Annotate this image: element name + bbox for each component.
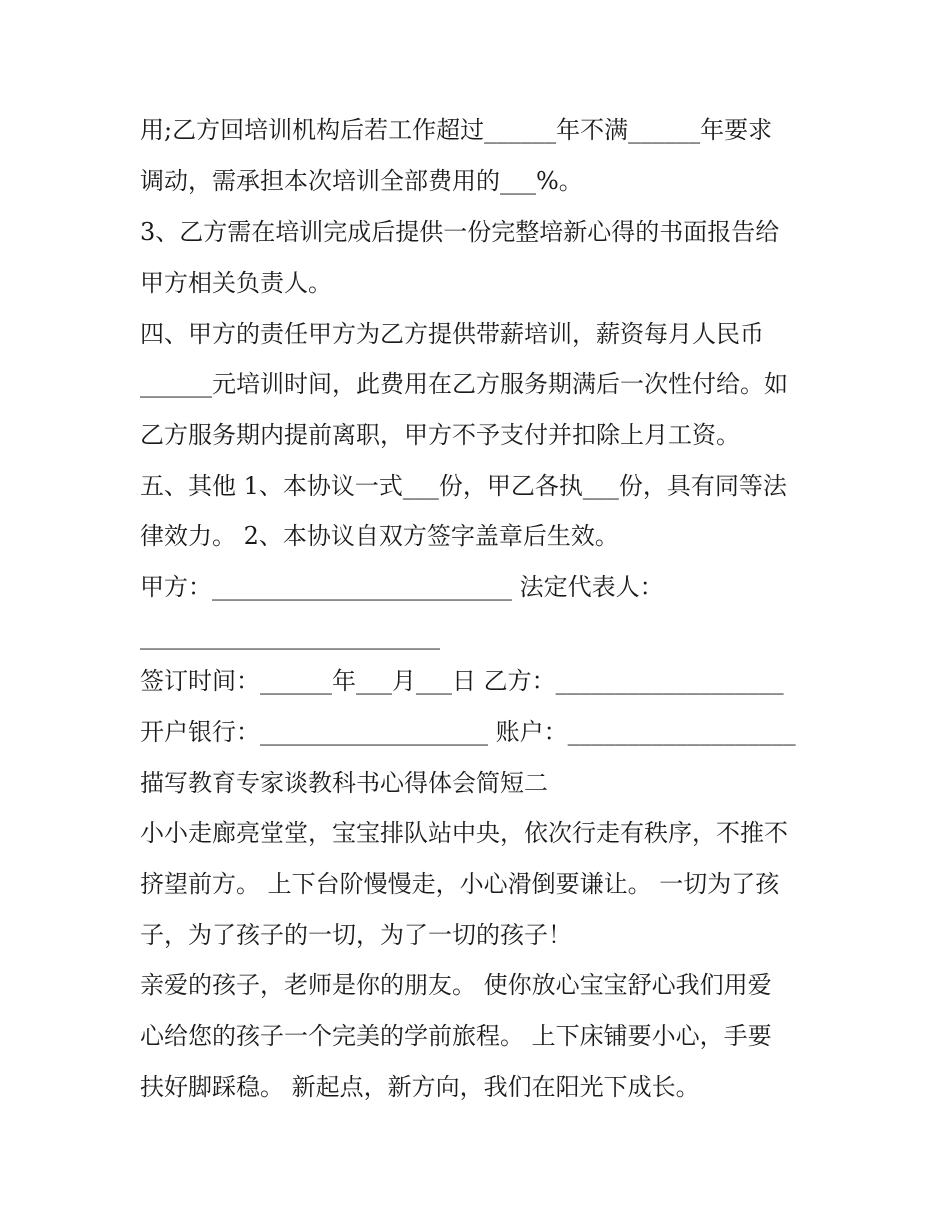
text-line-18: 亲爱的孩子，老师是你的朋友。 使你放心宝宝舒心我们用爱: [140, 971, 772, 999]
text-line-20: 扶好脚踩稳。 新起点，新方向，我们在阳光下成长。: [140, 1073, 700, 1101]
text-line-19: 心给您的孩子一个完美的学前旅程。 上下床铺要小心，手要: [140, 1022, 772, 1050]
text-line-5: 四、甲方的责任甲方为乙方提供带薪培训，薪资每月人民币: [140, 320, 764, 348]
text-line-17: 子，为了孩子的一切，为了一切的孩子！: [140, 921, 572, 949]
text-line-16: 挤望前方。 上下台阶慢慢走，小心滑倒要谦让。 一切为了孩: [140, 870, 780, 898]
text-line-15: 小小走廊亮堂堂，宝宝排队站中央，依次行走有秩序，不推不: [140, 819, 788, 847]
signature-party-a-line: 甲方：_________________________ 法定代表人：: [140, 573, 664, 601]
text-line-8: 五、其他 1、本协议一式___份，甲乙各执___份，具有同等法: [140, 472, 787, 500]
text-line-9: 律效力。 2、本协议自双方签字盖章后生效。: [140, 522, 619, 550]
text-line-7: 乙方服务期内提前离职，甲方不予支付并扣除上月工资。: [140, 421, 740, 449]
bank-account-line: 开户银行：___________________ 账户：___________________: [140, 718, 796, 746]
signature-representative-line: _________________________: [140, 622, 440, 650]
text-line-4: 甲方相关负责人。: [140, 269, 332, 297]
text-line-3: 3、乙方需在培训完成后提供一份完整培新心得的书面报告给: [140, 218, 780, 246]
text-line-2: 调动，需承担本次培训全部费用的___%。: [140, 167, 583, 195]
text-line-6: ______元培训时间，此费用在乙方服务期满后一次性付给。如: [140, 370, 788, 398]
section-heading: 描写教育专家谈教科书心得体会简短二: [140, 769, 548, 797]
signing-date-line: 签订时间：______年___月___日 乙方：___________________: [140, 667, 784, 695]
text-line-1: 用;乙方回培训机构后若工作超过______年不满______年要求: [140, 116, 773, 144]
